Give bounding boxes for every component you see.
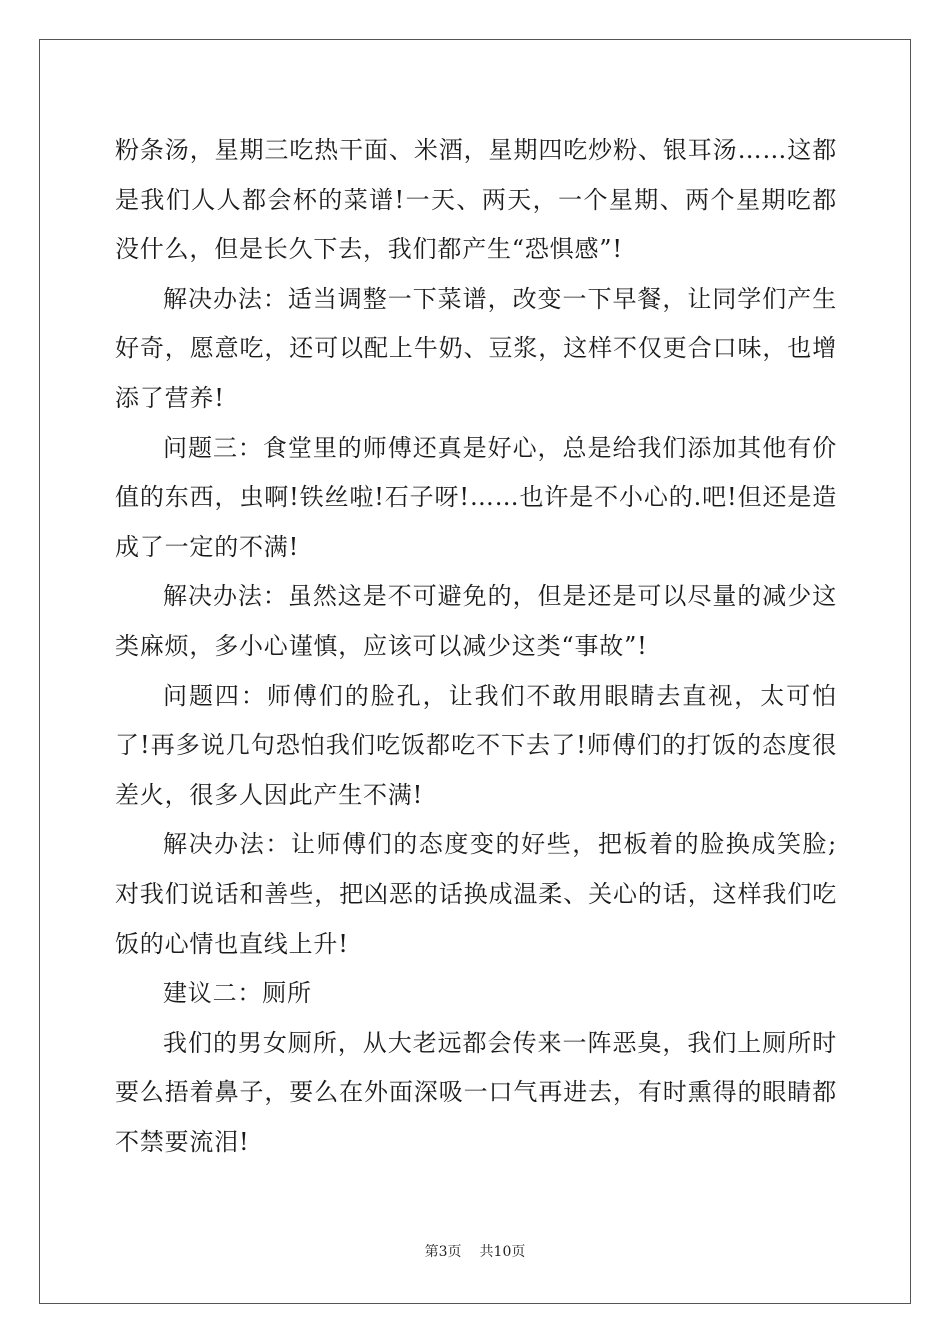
paragraph-problem-4: 问题四：师傅们的脸孔，让我们不敢用眼睛去直视，太可怕了!再多说几句恐怕我们吃饭都吃不下去了!师傅们的打饭的态度很差火，很多人因此产生不满! <box>115 681 837 809</box>
section-heading-toilet: 建议二：厕所 <box>163 979 312 1008</box>
page-total: 共10页 <box>479 1244 526 1260</box>
document-body <box>115 126 837 1167</box>
paragraph-continuation: 粉条汤，星期三吃热干面、米酒，星期四吃炒粉、银耳汤……这都是我们人人都会杯的菜谱!一天、两天，一个星期、两个星期吃都没什么，但是长久下去，我们都产生“恐惧感”! <box>115 136 837 264</box>
paragraph-solution-1: 解决办法：适当调整一下菜谱，改变一下早餐，让同学们产生好奇，愿意吃，还可以配上牛奶、豆浆，这样不仅更合口味，也增添了营养! <box>115 284 837 412</box>
paragraph-solution-2: 解决办法：虽然这是不可避免的，但是还是可以尽量的减少这类麻烦，多小心谨慎，应该可以减少这类“事故”! <box>115 582 837 660</box>
page-number: 第3页 <box>424 1244 462 1260</box>
page-footer <box>0 1242 950 1262</box>
paragraph-solution-3: 解决办法：让师傅们的态度变的好些，把板着的脸换成笑脸;对我们说话和善些，把凶恶的话换成温柔、关心的话，这样我们吃饭的心情也直线上升! <box>115 830 837 958</box>
paragraph-problem-3: 问题三：食堂里的师傅还真是好心，总是给我们添加其他有价值的东西，虫啊!铁丝啦!石子呀!……也许是不小心的.吧!但还是造成了一定的不满! <box>115 433 837 561</box>
paragraph-toilet: 我们的男女厕所，从大老远都会传来一阵恶臭，我们上厕所时要么捂着鼻子，要么在外面深吸一口气再进去，有时熏得的眼睛都不禁要流泪! <box>115 1028 837 1156</box>
